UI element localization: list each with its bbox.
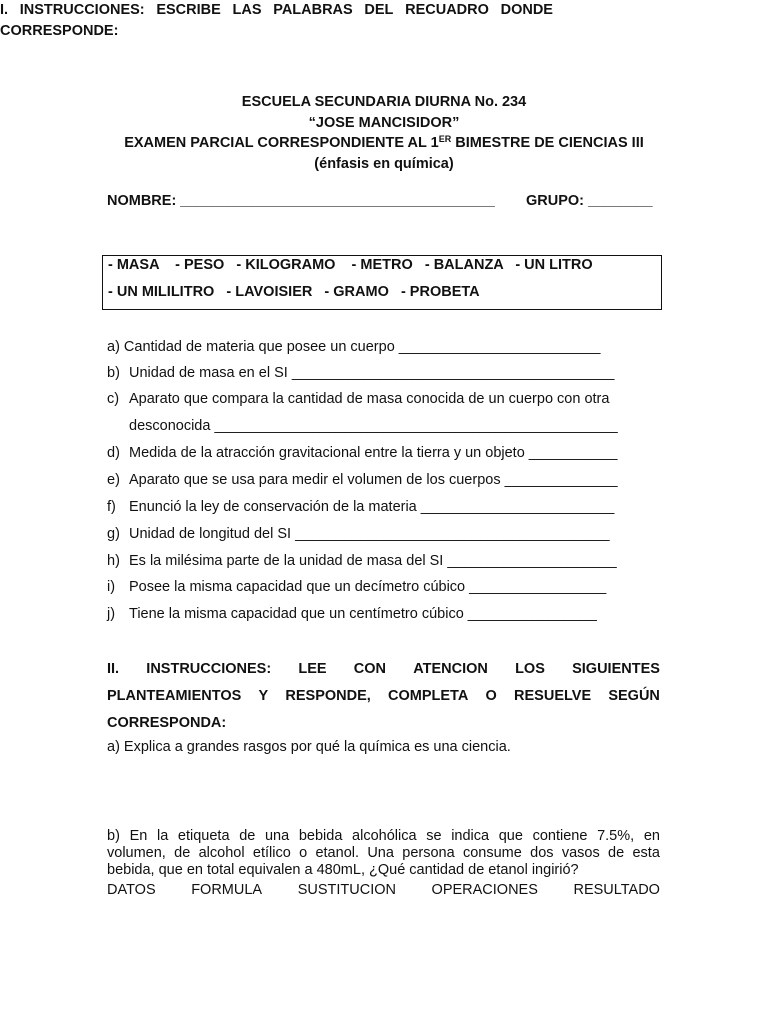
question-item: [107, 526, 610, 542]
question-letter: j): [107, 606, 116, 622]
question-text: Enunció la ley de conservación de la materia ________________________: [129, 499, 615, 515]
word: persona: [402, 845, 455, 861]
question-item: [107, 365, 614, 381]
question-item: [107, 553, 617, 569]
section2-instructions-line1: [107, 656, 660, 683]
word: indica: [451, 828, 490, 844]
word: alcohólica: [352, 828, 417, 844]
section1-instructions-line1: [0, 0, 553, 21]
word: la: [156, 828, 169, 844]
section2-question-b: [107, 828, 660, 879]
word-bank-row-2: - UN MILILITRO - LAVOISIER - GRAMO - PROBETA: [108, 284, 480, 300]
word: esta: [632, 845, 660, 861]
school-dedication: “JOSE MANCISIDOR”: [308, 114, 460, 131]
answer-column-label: FORMULA: [191, 882, 263, 898]
exam-title: EXAMEN PARCIAL CORRESPONDIENTE AL 1ER BIMESTRE DE CIENCIAS III: [124, 134, 644, 151]
question-text: Es la milésima parte de la unidad de masa del SI _____________________: [129, 553, 617, 569]
question-item: [107, 445, 618, 461]
word: LOS: [515, 661, 545, 677]
school-name: ESCUELA SECUNDARIA DIURNA No. 234: [241, 94, 527, 110]
question-text: Posee la misma capacidad que un decímetro cúbico _________________: [129, 579, 607, 595]
word: O: [485, 688, 497, 704]
question-text: Unidad de longitud del SI _______________________________________: [129, 526, 610, 542]
word: II.: [107, 661, 120, 677]
question-item: [107, 391, 609, 407]
section1-instructions-line2: CORRESPONDE:: [0, 23, 119, 39]
word: de: [608, 845, 625, 861]
word: de: [239, 828, 256, 844]
answer-column-label: SUSTITUCION: [297, 882, 396, 898]
question-letter: h): [107, 553, 120, 569]
word: una: [264, 828, 290, 844]
question-text: Cantidad de materia que posee un cuerpo _________________________: [123, 339, 601, 355]
word: LEE: [298, 661, 327, 677]
question-item: [107, 472, 618, 488]
section2-instructions: [107, 656, 660, 737]
question-letter: g): [107, 526, 120, 542]
question-item: [129, 418, 618, 434]
question-letter: f): [107, 499, 116, 515]
word: INSTRUCCIONES:: [146, 661, 272, 677]
word: consume: [462, 845, 522, 861]
student-group-field: GRUPO: ________: [526, 193, 653, 209]
word: RECUADRO: [405, 2, 489, 18]
word: Una: [367, 845, 394, 861]
word: en: [643, 828, 660, 844]
word-bank-box: [102, 255, 662, 310]
question-item: [107, 579, 606, 595]
word-bank-row-1: - MASA - PESO - KILOGRAMO - METRO - BALANZA - UN LITRO: [108, 257, 593, 273]
question-letter: d): [107, 445, 120, 461]
question-text: Aparato que se usa para medir el volumen de los cuerpos ______________: [129, 472, 618, 488]
word: contiene: [532, 828, 588, 844]
word: bebida: [298, 828, 343, 844]
word: SEGÚN: [608, 688, 660, 704]
word: PALABRAS: [273, 2, 353, 18]
exam-header: [0, 92, 768, 174]
question-item: [107, 606, 597, 622]
word: que: [498, 828, 523, 844]
word: alcohol: [198, 845, 245, 861]
word: etílico: [252, 845, 291, 861]
word: se: [426, 828, 442, 844]
word: ATENCION: [413, 661, 488, 677]
word: o: [299, 845, 308, 861]
answer-column-label: DATOS: [107, 882, 156, 898]
word: DEL: [364, 2, 394, 18]
question-letter: i): [107, 579, 116, 595]
word: I.: [0, 2, 9, 18]
word: volumen,: [107, 845, 166, 861]
question-text: Unidad de masa en el SI ________________________________________: [129, 365, 615, 381]
question-letter: b): [107, 365, 120, 381]
exam-emphasis: (énfasis en química): [314, 155, 454, 172]
word: etiqueta: [177, 828, 230, 844]
question-b-line-3: bebida, que en total equivalen a 480mL, ¿Qué cantidad de etanol ingirió?: [107, 862, 579, 878]
word: LAS: [232, 2, 262, 18]
word: SIGUIENTES: [572, 661, 660, 677]
question-b-line-2: [107, 845, 660, 862]
answer-columns-header: [107, 882, 660, 898]
word: PLANTEAMIENTOS: [107, 688, 242, 704]
word: RESUELVE: [514, 688, 592, 704]
word: b): [107, 828, 120, 844]
question-text: desconocida __________________________________________________: [129, 418, 618, 434]
question-text: Medida de la atracción gravitacional entre la tierra y un objeto ___________: [129, 445, 618, 461]
question-letter: e): [107, 472, 120, 488]
word: 7.5%,: [597, 828, 635, 844]
question-text: Tiene la misma capacidad que un centímetro cúbico ________________: [129, 606, 597, 622]
word: CON: [353, 661, 387, 677]
question-item: [107, 499, 614, 515]
section1-instructions: [0, 0, 553, 42]
question-b-line-1: [107, 828, 660, 845]
word: DONDE: [500, 2, 553, 18]
question-letter: c): [107, 391, 120, 407]
word: ESCRIBE: [156, 2, 221, 18]
word: COMPLETA: [388, 688, 469, 704]
word: RESPONDE,: [285, 688, 371, 704]
question-letter: a): [107, 339, 120, 355]
word: dos: [530, 845, 554, 861]
section2-question-a: a) Explica a grandes rasgos por qué la química es una ciencia.: [107, 739, 511, 755]
section2-instructions-line2: [107, 683, 660, 710]
student-name-field: NOMBRE: _______________________________________: [107, 193, 495, 209]
word: INSTRUCCIONES:: [19, 2, 145, 18]
question-text: Aparato que compara la cantidad de masa conocida de un cuerpo con otra: [129, 391, 610, 407]
word: etanol.: [315, 845, 360, 861]
answer-column-label: RESULTADO: [573, 882, 660, 898]
word: En: [129, 828, 148, 844]
question-item: [107, 339, 600, 355]
answer-column-label: OPERACIONES: [431, 882, 538, 898]
word: vasos: [561, 845, 600, 861]
word: Y: [258, 688, 269, 704]
section2-instructions-line3: CORRESPONDA:: [107, 715, 227, 731]
word: de: [174, 845, 191, 861]
